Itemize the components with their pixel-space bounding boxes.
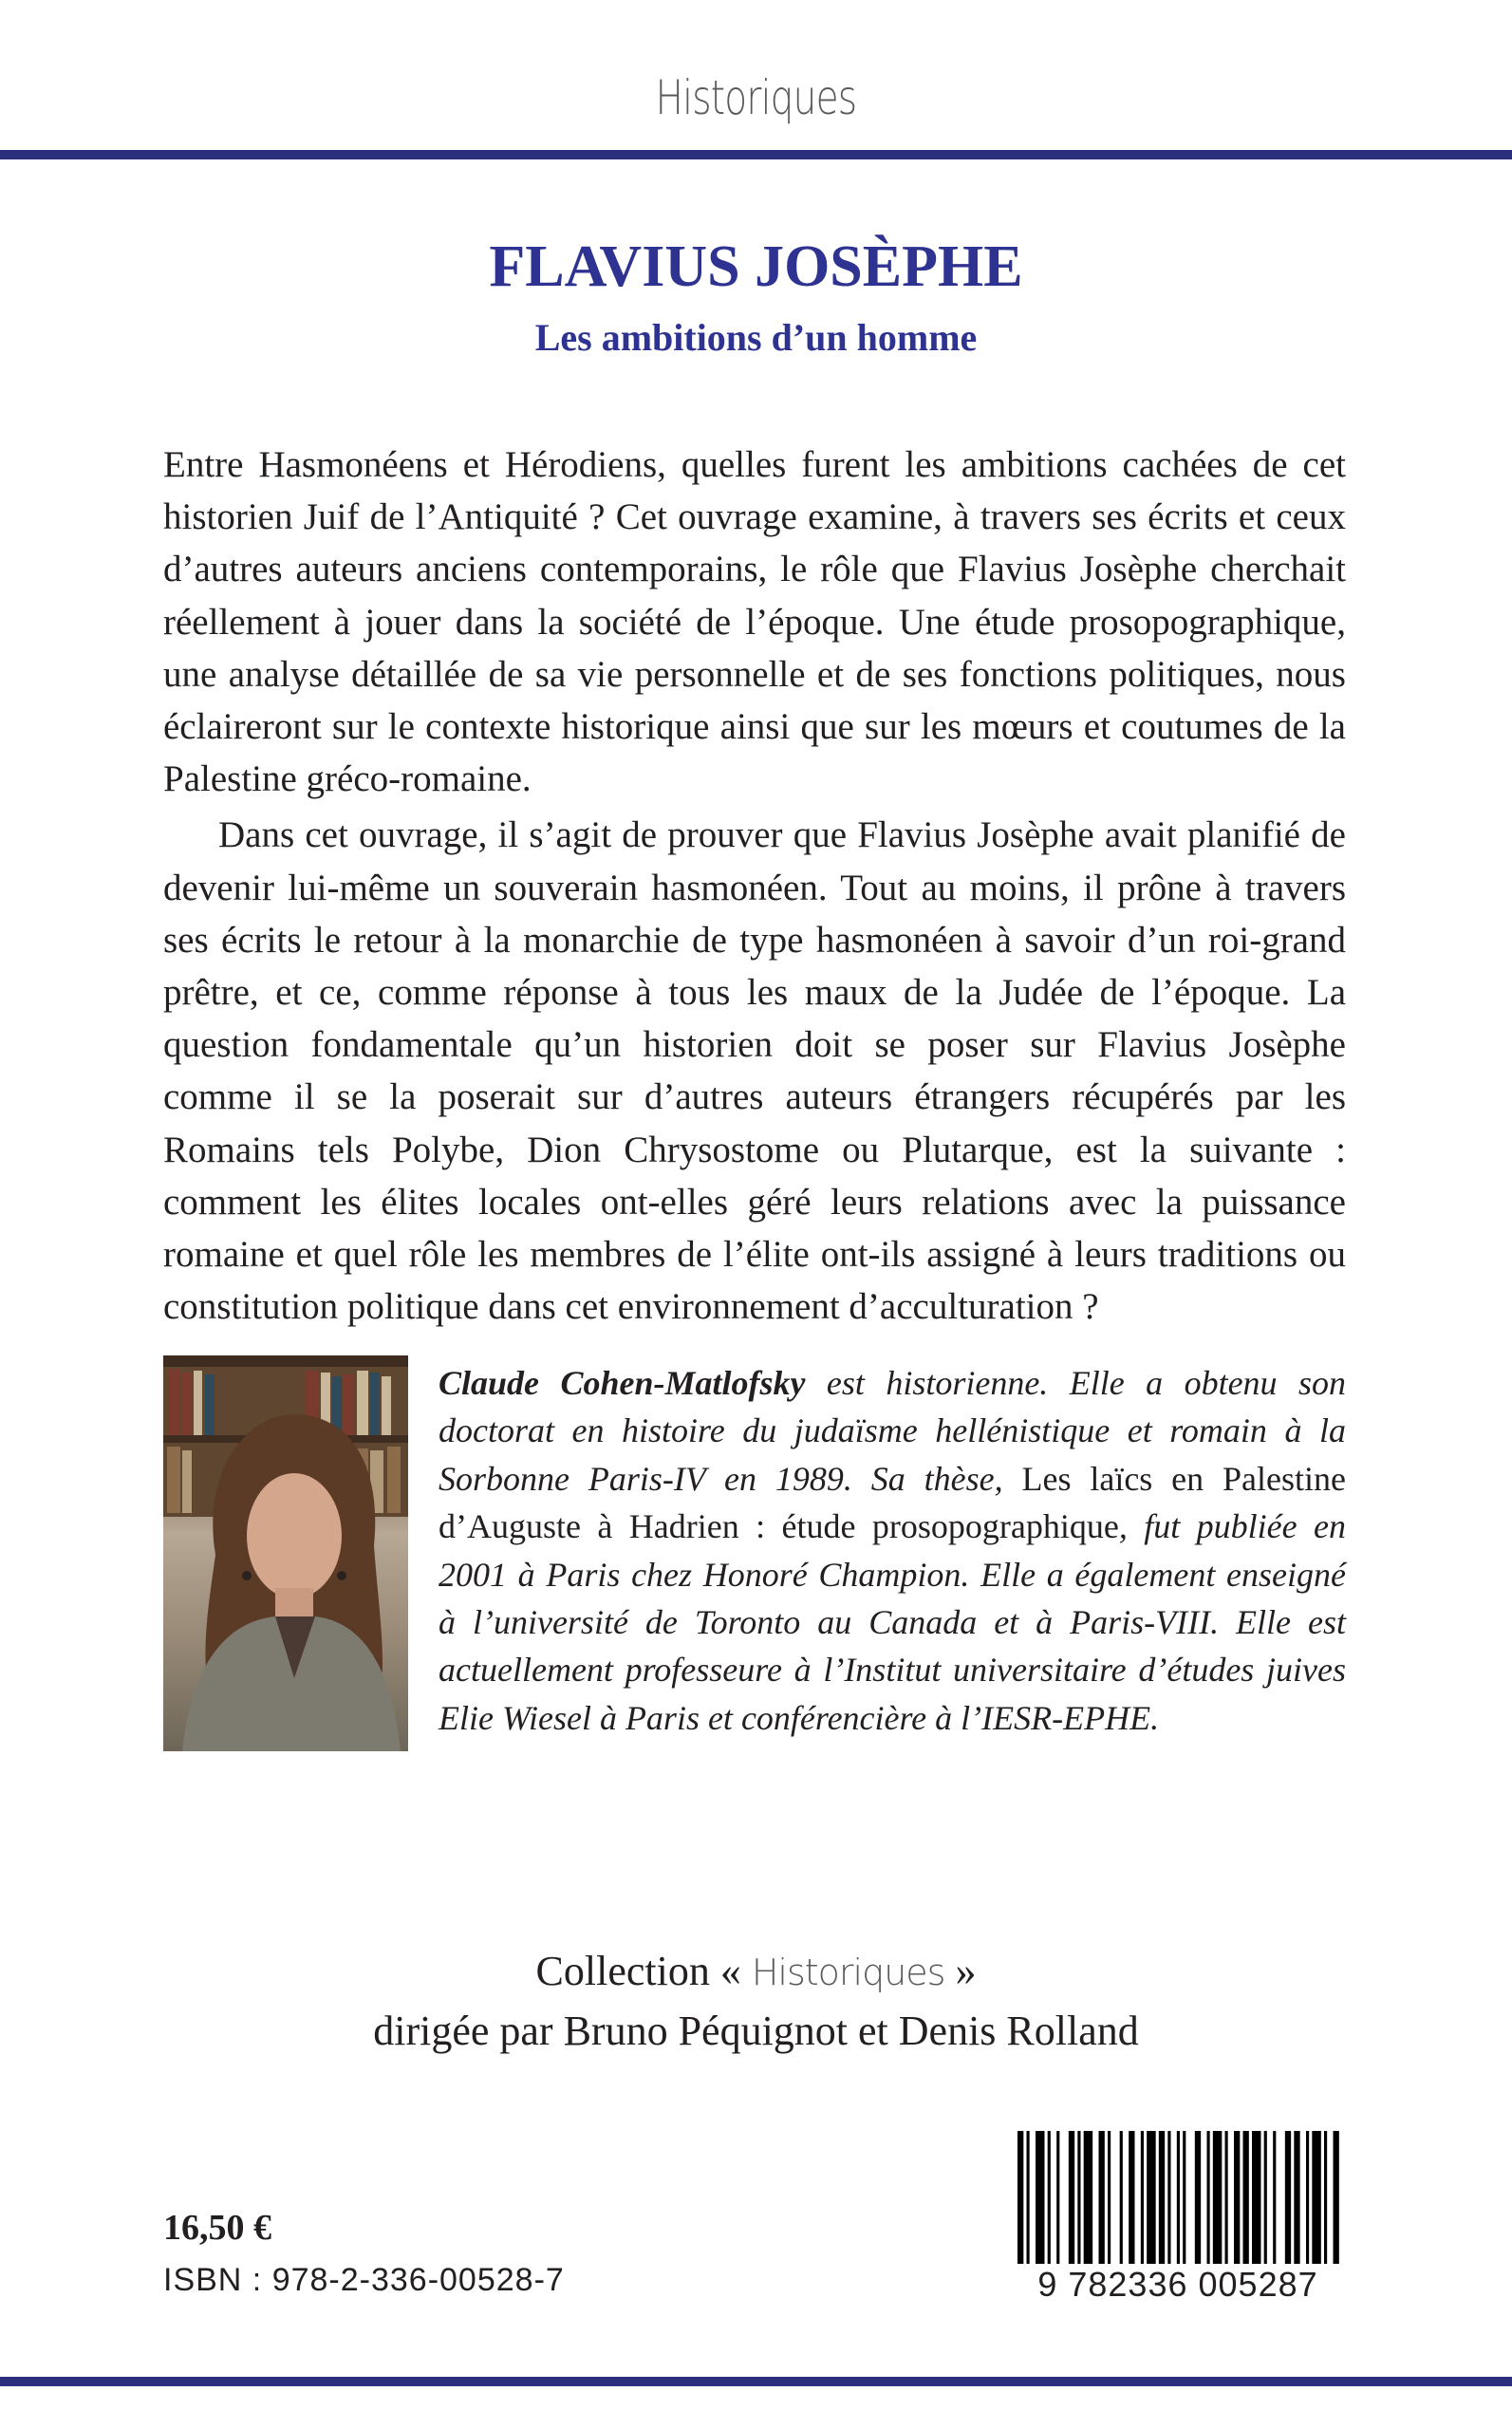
collection-name: Historiques (751, 1952, 945, 1993)
thesis-title: Les laïcs en Palestine d’Auguste à Hadrien : étude prosopographique (439, 1459, 1346, 1546)
barcode-bar (1141, 2131, 1144, 2264)
barcode-bar (1099, 2131, 1105, 2264)
barcode-bar (1084, 2131, 1093, 2264)
author-bio (163, 1359, 1346, 1742)
barcode-bar (1027, 2131, 1030, 2264)
barcode-bar (1264, 2131, 1267, 2264)
barcode-bar (1048, 2131, 1051, 2264)
book-title: FLAVIUS JOSÈPHE (489, 234, 1023, 299)
photo-spacer (163, 1359, 439, 1741)
barcode-bar (1225, 2131, 1228, 2264)
collection-line (0, 1948, 1512, 1994)
price: 16,50 € (163, 2208, 271, 2248)
barcode-bar (1273, 2131, 1276, 2264)
author-bio-text: est historienne. Elle a obtenu son doctorat en histoire du judaïsme hellénistique et romain à la Sorbonne Paris-IV en 1989. Sa thèse, (439, 1364, 1347, 1498)
summary-text (163, 439, 1346, 1333)
barcode-bar (1120, 2131, 1123, 2264)
barcode-bar (1036, 2131, 1045, 2264)
barcode-bar (1243, 2131, 1249, 2264)
series-logo: Historiques (655, 70, 857, 125)
collection-prefix: Collection « (535, 1948, 752, 1994)
barcode-bar (1147, 2131, 1156, 2264)
barcode-bar (1056, 2131, 1059, 2264)
summary-paragraph: Dans cet ouvrage, il s’agit de prouver que Flavius Josèphe avait planifié de devenir lui-même un souverain hasmonéen. Tout au moins, il prône à travers ses écrits le retour à la monarchie de type hasmonéen à savoir d’un roi-grand prêtre, et ce, comme réponse à tous les maux de la Judée de l’époque. La question fondamentale qu’un historien doit se poser sur Flavius Josèphe comme il se la poserait sur d’autres auteurs étrangers récupérés par les Romains tels Polybe, Dion Chrysostome ou Plutarque, est la suivante : comment les élites locales ont-elles géré leurs relations avec la puissance romaine et quel rôle les membres de l’élite ont-ils assigné à leurs traditions ou constitution politique dans cet environnement d’acculturation ? (163, 814, 1346, 1328)
barcode-bar (1177, 2131, 1180, 2264)
barcode-bar (1017, 2131, 1023, 2264)
author-bio-text: , fut publiée en 2001 à Paris chez Honoré Champion. Elle a également enseigné à l’université de Toronto au Canada et à Paris-VIII. Elle est actuellement professeure à l’Institut universitaire d’études juives Elie Wiesel à Paris et conférencière à l’IESR-EPHE. (439, 1507, 1346, 1737)
summary-paragraph: Entre Hasmonéens et Hérodiens, quelles furent les ambitions cachées de cet historien Juif de l’Antiquité ? Cet ouvrage examine, à travers ses écrits et ceux d’autres auteurs anciens contemporains, le rôle que Flavius Josèphe cherchait réellement à jouer dans la société de l’époque. Une étude prosopographique, une analyse détaillée de sa vie personnelle et de ses fonctions politiques, nous éclaireront sur le contexte historique ainsi que sur les mœurs et coutumes de la Palestine gréco-romaine. (163, 444, 1346, 800)
barcode-bar (1334, 2131, 1339, 2264)
barcode-digits: 9 782336 005287 (1037, 2265, 1318, 2304)
barcode-bar (1195, 2131, 1201, 2264)
book-subtitle: Les ambitions d’un homme (534, 316, 978, 359)
barcode-bar (1306, 2131, 1309, 2264)
top-rule (0, 150, 1512, 159)
barcode-bar (1213, 2131, 1223, 2264)
collection-suffix: » (944, 1948, 977, 1994)
barcode-bar (1108, 2131, 1111, 2264)
author-name: Claude Cohen-Matlofsky (439, 1364, 806, 1402)
bottom-rule (0, 2377, 1512, 2386)
barcode-bar (1167, 2131, 1170, 2264)
barcode-bar (1207, 2131, 1210, 2264)
isbn: ISBN : 978-2-336-00528-7 (163, 2262, 565, 2298)
barcode-bar (1069, 2131, 1074, 2264)
barcode-bar (1312, 2131, 1321, 2264)
collection-directors: dirigée par Bruno Péquignot et Denis Rolland (373, 2008, 1139, 2054)
barcode-bar (1324, 2131, 1327, 2264)
barcode-bar (1183, 2131, 1185, 2264)
barcode-bar (1234, 2131, 1240, 2264)
barcode-bar (1294, 2131, 1299, 2264)
barcode-bar (1159, 2131, 1165, 2264)
barcode-bar (1285, 2131, 1291, 2264)
barcode-bar (1252, 2131, 1261, 2264)
barcode-bar (1129, 2131, 1134, 2264)
barcode-bars (1017, 2131, 1342, 2264)
barcode (1012, 2131, 1344, 2311)
barcode-bar (1077, 2131, 1080, 2264)
